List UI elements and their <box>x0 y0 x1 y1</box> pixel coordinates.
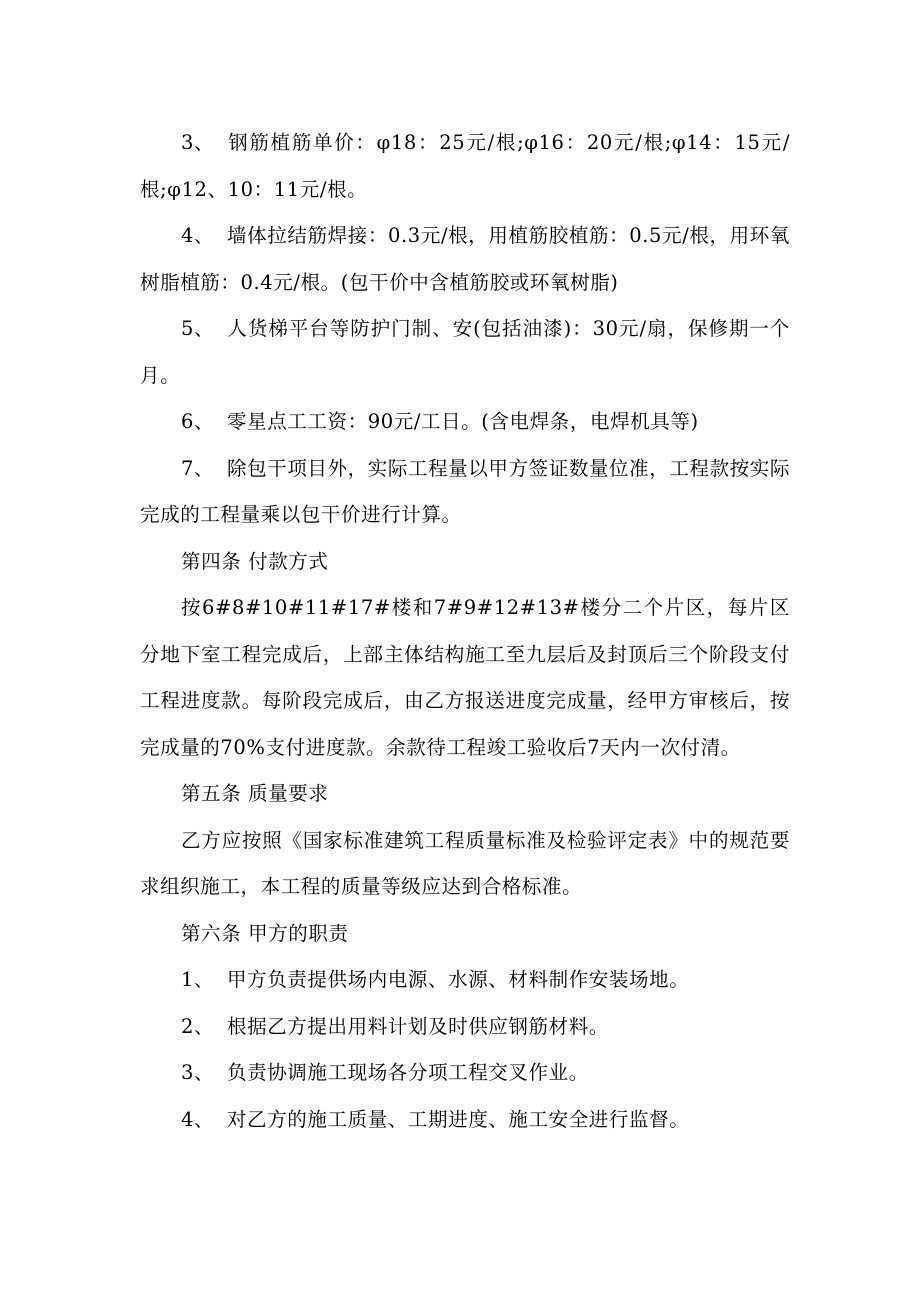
item-text: 墙体拉结筋焊接：0.3元/根，用植筋胶植筋：0.5元/根，用环氧树脂植筋：0.4元/根。(包干价中含植筋胶或环氧树脂) <box>140 224 790 294</box>
item-number: 1、 <box>181 968 215 991</box>
item-number: 6、 <box>181 410 215 433</box>
article-6-item-2 <box>140 1004 790 1051</box>
item-text: 负责协调施工现场各分项工程交叉作业。 <box>227 1061 589 1084</box>
item-text: 对乙方的施工质量、工期进度、施工安全进行监督。 <box>227 1107 690 1131</box>
article-5-body: 乙方应按照《国家标准建筑工程质量标准及检验评定表》中的规范要求组织施工，本工程的质量等级应达到合格标准。 <box>140 828 790 898</box>
item-number: 3、 <box>181 1061 215 1084</box>
article-6-item-4 <box>140 1097 790 1144</box>
item-number: 7、 <box>181 456 215 480</box>
clause-6-labor-wage <box>140 399 790 446</box>
clause-7-quantity-basis <box>140 446 790 539</box>
item-number: 3、 <box>181 131 215 154</box>
article-4-body: 按6#8#10#11#17#楼和7#9#12#13#楼分二个片区，每片区分地下室工程完成后，上部主体结构施工至九层后及封顶后三个阶段支付工程进度款。每阶段完成后，由乙方报送进度完成量，经甲方审核后，按完成量的70%支付进度款。余款待工程竣工验收后7天内一次付清。 <box>140 596 790 759</box>
article-6-item-1 <box>140 957 790 1004</box>
article-5-heading: 第五条 质量要求 <box>181 782 329 805</box>
item-text: 根据乙方提出用料计划及时供应钢筋材料。 <box>227 1014 609 1038</box>
item-text: 人货梯平台等防护门制、安(包括油漆)：30元/扇，保修期一个月。 <box>140 317 790 387</box>
item-text: 甲方负责提供场内电源、水源、材料制作安装场地。 <box>227 968 690 991</box>
article-4-heading: 第四条 付款方式 <box>181 549 329 573</box>
item-number: 4、 <box>181 1107 215 1131</box>
item-number: 4、 <box>181 224 215 247</box>
item-text: 零星点工工资：90元/工日。(含电焊条，电焊机具等) <box>227 410 699 433</box>
article-6-heading: 第六条 甲方的职责 <box>181 921 349 945</box>
clause-4-tie-bar-price <box>140 213 790 306</box>
item-number: 5、 <box>181 317 215 340</box>
clause-5-door-price <box>140 306 790 399</box>
item-text: 除包干项目外，实际工程量以甲方签证数量位准，工程款按实际完成的工程量乘以包干价进行计算。 <box>140 456 790 526</box>
clause-3-rebar-price <box>140 120 790 213</box>
item-number: 2、 <box>181 1014 215 1038</box>
item-text: 钢筋植筋单价：φ18：25元/根;φ16：20元/根;φ14：15元/根;φ12、10：11元/根。 <box>140 131 790 201</box>
article-6-item-3 <box>140 1050 790 1097</box>
